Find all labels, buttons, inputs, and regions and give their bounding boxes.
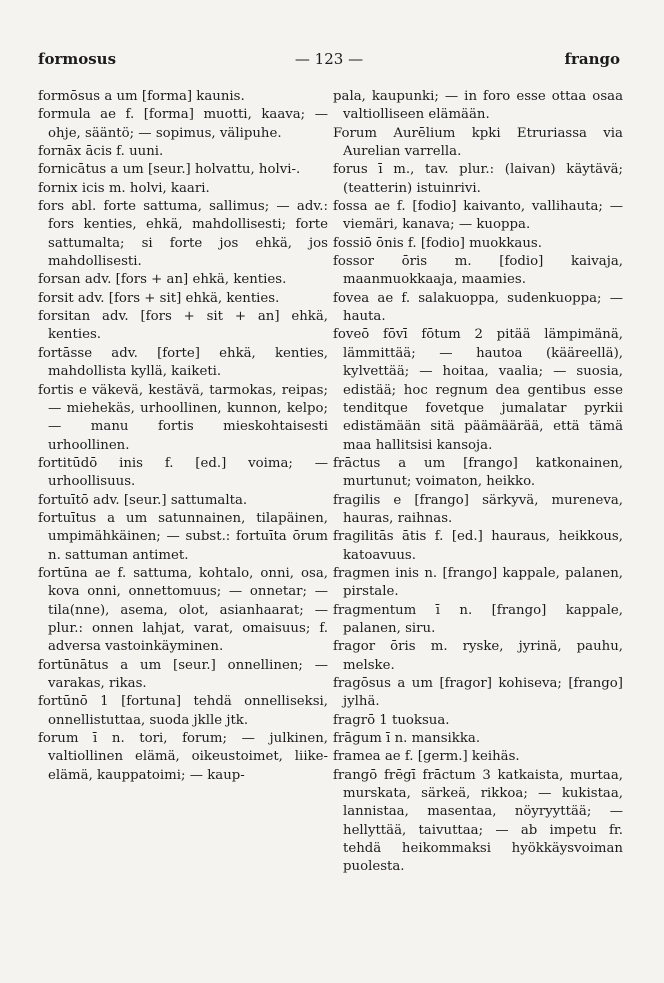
entry-fragmen: fragmen inis n. [frango] kappale, palanen, pirstale. [333, 565, 623, 600]
page-number: — 123 — [294, 50, 364, 68]
entry-fragro: fragrō 1 tuoksua. [333, 712, 450, 728]
entry-fortuno: fortūnō 1 [fortuna] tehdä onnelliseksi, onnellistuttaa, suoda jklle jtk. [38, 694, 328, 728]
entry-foveo: foveō fōvī fōtum 2 pitää lämpimänä, lämmittää; — hautoa (kääreellä), kylvettää; — hoitaa, vaalia; — suosia, edistää; hoc regnum dea gentibus esse tenditque fovetque jumalatar pyrkii edistämään sitä päämäärää, että tämä maa hallitsisi kansoja. [333, 327, 623, 453]
entry-fovea: fovea ae f. salakuoppa, sudenkuoppa; — hauta. [333, 290, 623, 325]
entry-frango: frangō frēgī frāctum 3 katkaista, murtaa, murskata, särkeä, rikkoa; — kukistaa, lannistaa, masentaa, nöyryyttää; — hellyttää, taivuttaa; — ab impetu fr. tehdä heikommaksi hyökkäysvoiman puolesta. [333, 767, 623, 875]
right-guide-word: frango [564, 50, 620, 68]
page-header [38, 50, 620, 72]
entry-fortuito: fortuītō adv. [seur.] sattumalta. [38, 492, 248, 508]
entry-fortunatus: fortūnātus a um [seur.] onnellinen; — varakas, rikas. [38, 657, 328, 691]
entry-fornix: fornix icis m. holvi, kaari. [38, 180, 210, 196]
entry-fossor: fossor ōris m. [fodio] kaivaja, maanmuokkaaja, maamies. [333, 254, 623, 288]
entry-fortasse: fortāsse adv. [forte] ehkä, kenties, mahdollista kyllä, kaiketi. [38, 345, 328, 380]
entry-fortis: fortis e väkevä, kestävä, tarmokas, reipas; — miehekäs, urhoollinen, kunnon, kelpo; — manu fortis mieskohtaisesti urhoollinen. [38, 382, 328, 453]
right-column [333, 88, 623, 877]
entry-fragilis: fragilis e [frango] särkyvä, mureneva, hauras, raihnas. [333, 492, 623, 526]
left-column [38, 88, 328, 785]
entry-fossio: fossiō ōnis f. [fodio] muokkaus. [333, 235, 542, 251]
left-guide-word: formosus [38, 50, 117, 68]
entry-formosus: formōsus a um [forma] kaunis. [38, 89, 245, 104]
entry-fractus: frāctus a um [frango] katkonainen, murtunut; voimaton, heikko. [333, 455, 623, 490]
entry-fragor: fragor ōris m. ryske, jyrinä, pauhu, melske. [333, 639, 623, 673]
entry-forsan: forsan adv. [fors + an] ehkä, kenties. [38, 272, 287, 288]
entry-fortitudo: fortitūdō inis f. [ed.] voima; — urhoollisuus. [38, 455, 328, 490]
entry-fossa: fossa ae f. [fodio] kaivanto, vallihauta; — viemäri, kanava; — kuoppa. [333, 199, 623, 233]
entry-fortuna: fortūna ae f. sattuma, kohtalo, onni, osa, kova onni, onnettomuus; — onnetar; — tila(nne), asema, olot, asianhaarat; — plur.: onnen lahjat, varat, omaisuus; f. adversa vastoinkäyminen. [38, 565, 328, 655]
entry-fornicatus: fornicātus a um [seur.] holvattu, holvi-. [38, 162, 301, 178]
entry-forum-continued: pala, kaupunki; — in foro esse ottaa osaa valtiolliseen elämään. [333, 89, 623, 123]
entry-forus: forus ī m., tav. plur.: (laivan) käytävä; (teatterin) istuinrivi. [333, 162, 623, 196]
entry-fragilitas: fragilitās ātis f. [ed.] hauraus, heikkous, katoavuus. [333, 529, 623, 563]
entry-forsitan: forsitan adv. [fors + sit + an] ehkä, kenties. [38, 309, 328, 343]
entry-forum-aurelium: Forum Aurēlium kpki Etruriassa via Aurelian varrella. [333, 125, 623, 160]
entry-formula: formula ae f. [forma] muotti, kaava; — ohje, sääntö; — sopimus, välipuhe. [38, 107, 328, 141]
entry-fortuitus: fortuītus a um satunnainen, tilapäinen, umpimähkäinen; — subst.: fortuīta ōrum n. sattuman antimet. [38, 510, 328, 563]
entry-fors: fors abl. forte sattuma, sallimus; — adv.: fors kenties, ehkä, mahdollisesti; forte sattumalta; si forte jos ehkä, jos mahdollisesti. [38, 199, 328, 270]
entry-forum: forum ī n. tori, forum; — julkinen, valtiollinen elämä, oikeustoimet, liike-elämä, kauppatoimi; — kaup- [38, 731, 328, 783]
entry-forsit: forsit adv. [fors + sit] ehkä, kenties. [38, 290, 280, 306]
entry-fornax: fornāx ācis f. uuni. [38, 144, 164, 160]
entry-framea: framea ae f. [germ.] keihäs. [333, 749, 520, 765]
entry-fragum: frāgum ī n. mansikka. [333, 731, 481, 747]
entry-fragosus: fragōsus a um [fragor] kohiseva; [frango] jylhä. [333, 676, 623, 710]
entry-fragmentum: fragmentum ī n. [frango] kappale, palanen, siru. [333, 602, 623, 636]
